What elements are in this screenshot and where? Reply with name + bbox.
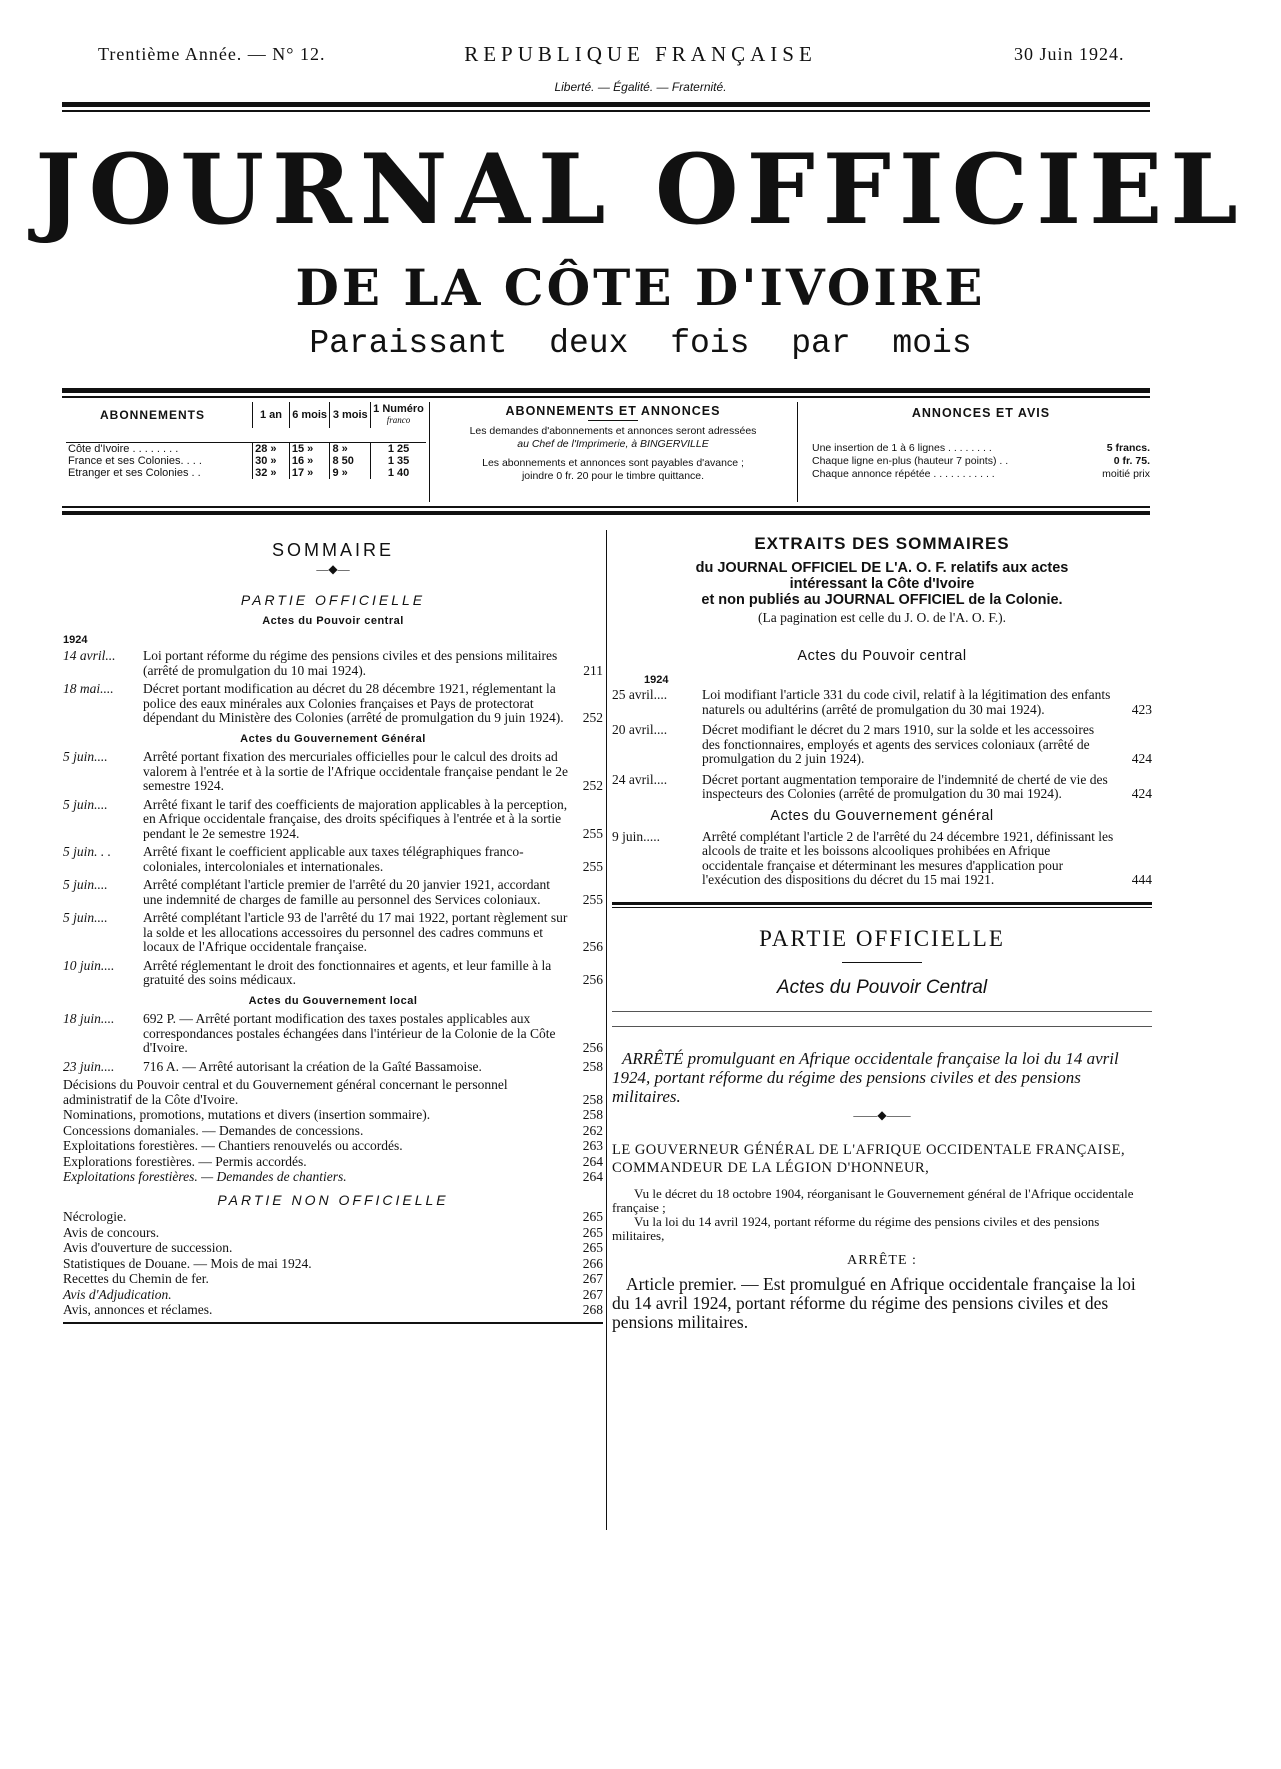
toc-entry: 23 juin.... 716 A. — Arrêté autorisant la création de la Gaîté Bassamoise. 258 <box>63 1058 603 1074</box>
toc-entry: 18 juin.... 692 P. — Arrêté portant modification des taxes postales applicables aux correspondances postales échangées dans l'intérieur de la Colonie de la Côte d'Ivoire. 256 <box>63 1011 603 1055</box>
col-1an: 1 an <box>253 402 290 428</box>
table-bottom-rule-thin <box>62 506 1150 508</box>
sommaire-list <box>63 614 603 1324</box>
table-bottom-rule-thick <box>62 511 1150 515</box>
header-rule-thick <box>62 102 1150 107</box>
toc-line: Avis d'ouverture de succession. 265 <box>63 1240 603 1255</box>
toc-line: Décisions du Pouvoir central et du Gouvernement général concernant le personnel administratif de la Côte d'Ivoire. 258 <box>63 1077 603 1107</box>
subscriptions-box <box>66 402 426 504</box>
toc-line: Avis de concours. 265 <box>63 1224 603 1240</box>
extraits-column: EXTRAITS DES SOMMAIRES du JOURNAL OFFICIEL DE L'A. O. F. relatifs aux actes intéressant la Côte d'Ivoire et non publiés au JOURNAL OFFICIEL de la Colonie. (La pagination est celle du J. O. de l'A. O. F.). Actes du Pouvoir central 1924 25 avril.... Loi modifiant l'article 331 du code civil, relatif à la légitimation des enfants naturels ou adultérins (arrêté de promulgation du 30 mai 1924). 423 20 avril.... Décret modifiant le décret du 2 mars 1910, sur la solde et les accessoires des fonctionnaires, employés et agents des services coloniaux (arrêté de promulgation du 2 juin 1924). 424 24 avril.... Décret portant augmentation temporaire de l'indemnité de cherté de vie des inspecteurs des Colonies (arrêté de promulgation du 30 mai 1924). 424 Actes du Gouvernement général 9 juin..... Arrêté complétant l'article 2 de l'arrêté du 24 décembre 1921, définissant les alcools de traite et les boissons alcooliques prohibées en Afrique occidentale française et déterminant les mesures d'application pour l'exécution des dispositions du décret du 15 mai 1921. 444 PARTIE OFFICIELLE Actes du Pouvoir Central ARRÊTÉ promulguant en Afrique occidentale française la loi du 14 avril 1924, portant réforme du régime des pensions civiles et des pensions militaires. ——◆—— LE GOUVERNEUR GÉNÉRAL DE L'AFRIQUE OCCIDENTALE FRANÇAISE, COMMANDEUR DE LA LÉGION D'HONNEUR, Vu le décret du 18 octobre 1904, réorganisant le Gouvernement général de l'Afrique occidentale française ; Vu la loi du 14 avril 1924, portant réforme du régime des pensions civiles et des pensions militaires, ARRÊTE : Article premier. — Est promulgué en Afrique occidentale française la loi du 14 avril 1924, portant réforme du régime des pensions civiles et des pensions militaires. <box>612 534 1152 1332</box>
toc-entry: 5 juin.... Arrêté complétant l'article premier de l'arrêté du 20 janvier 1921, accordant une indemnité de charges de famille au personnel des Services coloniaux. 255 <box>63 877 603 907</box>
col-franco: franco <box>386 415 411 425</box>
table-divider-2 <box>797 402 798 502</box>
toc-line: Concessions domaniales. — Demandes de concessions. 262 <box>63 1122 603 1138</box>
toc-entry: 18 mai.... Décret portant modification au décret du 28 décembre 1921, réglementant la police des eaux minérales aux Colonies françaises et Pays de protectorat dépendant du Ministère des Colonies (arrêté de promulgation du 9 juin 1924). 252 <box>63 681 603 725</box>
gouverneur-line: LE GOUVERNEUR GÉNÉRAL DE L'AFRIQUE OCCIDENTALE FRANÇAISE, COMMANDEUR DE LA LÉGION D'HONNEUR, <box>612 1141 1126 1176</box>
toc-line: Avis, annonces et réclames. 268 <box>63 1302 603 1317</box>
republic-title: REPUBLIQUE FRANÇAISE <box>464 42 817 66</box>
subscription-row: Etranger et ses Colonies . . 32 » 17 » 9 » 1 40 <box>66 467 426 479</box>
toc-line: Exploitations forestières. — Chantiers renouvelés ou accordés. 263 <box>63 1138 603 1153</box>
sommaire-title: SOMMAIRE <box>271 540 394 560</box>
article-premier: Article premier. — Est promulgué en Afrique occidentale française la loi du 14 avril 1924, portant réforme du régime des pensions civiles et des pensions militaires. <box>612 1273 1136 1332</box>
extrait-entry: 20 avril.... Décret modifiant le décret du 2 mars 1910, sur la solde et les accessoires des fonctionnaires, employés et agents des services coloniaux (arrêté de promulgation du 2 juin 1924). 424 <box>612 722 1152 766</box>
col-numero: 1 Numéro <box>373 403 424 415</box>
toc-line: Explorations forestières. — Permis accordés. 264 <box>63 1153 603 1169</box>
section-gouvernement-general: Actes du Gouvernement Général <box>240 732 426 745</box>
toc-entry: 5 juin.... Arrêté portant fixation des mercuriales officielles pour le calcul des droits ad valorem à l'entrée et à la sortie de l'Afrique occidentale française pendant le 2e semestre 1924. 252 <box>63 749 603 793</box>
journal-title: JOURNAL OFFICIEL <box>35 133 1246 246</box>
toc-entry: 5 juin.... Arrêté fixant le tarif des coefficients de majoration applicables à la perception, en Afrique occidentale française, des droits spécifiques à l'entrée et à la sortie pendant le 2e semestre 1924. 255 <box>63 796 603 841</box>
body-actes-heading: Actes du Pouvoir Central <box>776 976 988 998</box>
column-divider <box>606 530 607 1530</box>
issue-date: 30 Juin 1924. <box>1014 44 1125 64</box>
table-divider-1 <box>429 402 430 502</box>
partie-officielle-heading: PARTIE OFFICIELLE <box>240 592 426 608</box>
journal-frequency: Paraissant deux fois par mois <box>309 325 972 362</box>
extraits-pouvoir-heading: Actes du Pouvoir central <box>797 648 967 664</box>
ads-center-box: ABONNEMENTS ET ANNONCES Les demandes d'abonnements et annonces seront adressées au Chef de l'Imprimerie, à BINGERVILLE Les abonnements et annonces sont payables d'avance ; joindre 0 fr. 20 pour le timbre quittance. <box>432 404 794 483</box>
toc-line: Statistiques de Douane. — Mois de mai 1924. 266 <box>63 1255 603 1271</box>
toc-entry: 5 juin. . . Arrêté fixant le coefficient applicable aux taxes télégraphiques franco-coloniales, intercoloniales et internationales. 255 <box>63 844 603 874</box>
masthead-rule-thin <box>62 396 1150 398</box>
toc-line: Nécrologie. 265 <box>63 1209 603 1224</box>
toc-entry: 5 juin.... Arrêté complétant l'article 93 de l'arrêté du 17 mai 1922, portant règlement sur la solde et les allocations accessoires du personnel des cadres communs et locaux de l'Afrique occidentale française. 256 <box>63 910 603 954</box>
issue-number: Trentième Année. — N° 12. <box>98 44 326 64</box>
partie-non-officielle-heading: PARTIE NON OFFICIELLE <box>217 1191 449 1208</box>
toc-line: Exploitations forestières. — Demandes de chantiers. 264 <box>63 1169 603 1184</box>
header-rule-thin <box>62 110 1150 112</box>
col-3mois: 3 mois <box>330 402 371 428</box>
section-gouvernement-local: Actes du Gouvernement local <box>248 994 418 1007</box>
toc-line: Recettes du Chemin de fer. 267 <box>63 1271 603 1286</box>
ads-center-heading: ABONNEMENTS ET ANNONCES <box>505 404 721 418</box>
republic-motto: Liberté. — Égalité. — Fraternité. <box>554 80 727 94</box>
toc-entry: 10 juin.... Arrêté réglementant le droit des fonctionnaires et agents, et leur famille à la gratuité des soins médicaux. 256 <box>63 957 603 987</box>
subscription-row: Côte d'Ivoire . . . . . . . . 28 » 15 » 8 » 1 25 <box>66 442 426 455</box>
extraits-gouvernement-heading: Actes du Gouvernement général <box>770 807 994 824</box>
ads-right-heading: ANNONCES ET AVIS <box>911 406 1051 420</box>
sommaire-ornament: —◆— <box>316 562 350 576</box>
subscriptions-heading: ABONNEMENTS <box>100 408 206 422</box>
extrait-entry: 9 juin..... Arrêté complétant l'article 2 de l'arrêté du 24 décembre 1921, définissant les alcools de traite et les boissons alcooliques prohibées en Afrique occidentale française et déterminant les mesures d'application pour l'exécution des dispositions du décret du 15 mai 1921. 444 <box>612 828 1152 887</box>
toc-line: Nominations, promotions, mutations et divers (insertion sommaire). 258 <box>63 1107 603 1122</box>
body-partie-officielle: PARTIE OFFICIELLE <box>759 925 1005 951</box>
toc-line: Avis d'Adjudication. 267 <box>63 1286 603 1302</box>
extrait-entry: 24 avril.... Décret portant augmentation temporaire de l'indemnité de cherté de vie des inspecteurs des Colonies (arrêté de promulgation du 30 mai 1924). 424 <box>612 771 1152 801</box>
toc-entry: 14 avril... Loi portant réforme du régime des pensions civiles et des pensions militaires (arrêté de promulgation du 10 mai 1924). 211 <box>63 648 603 678</box>
ads-right-box: ANNONCES ET AVIS Une insertion de 1 à 6 lignes . . . . . . . . 5 francs. Chaque ligne en-plus (hauteur 7 points) . . 0 fr. 75. Chaque annonce répétée . . . . . . . . . . . moitié prix <box>812 406 1150 480</box>
ornament: ——◆—— <box>853 1107 911 1122</box>
extrait-entry: 25 avril.... Loi modifiant l'article 331 du code civil, relatif à la légitimation des enfants naturels ou adultérins (arrêté de promulgation du 30 mai 1924). 423 <box>612 687 1152 717</box>
subscription-row: France et ses Colonies. . . . 30 » 16 » 8 50 1 35 <box>66 455 426 467</box>
journal-subtitle: DE LA CÔTE D'IVOIRE <box>295 258 986 317</box>
col-6mois: 6 mois <box>289 402 330 428</box>
arrete-label: ARRÊTE : <box>847 1252 917 1268</box>
year-label: 1924 <box>63 633 88 646</box>
extraits-title: EXTRAITS DES SOMMAIRES <box>754 534 1010 553</box>
arrete-title: ARRÊTÉ promulguant en Afrique occidentale française la loi du 14 avril 1924, portant réforme du régime des pensions civiles et des pensions militaires. <box>612 1048 1119 1106</box>
section-pouvoir-central: Actes du Pouvoir central <box>262 615 404 627</box>
masthead-rule-thick <box>62 388 1150 393</box>
